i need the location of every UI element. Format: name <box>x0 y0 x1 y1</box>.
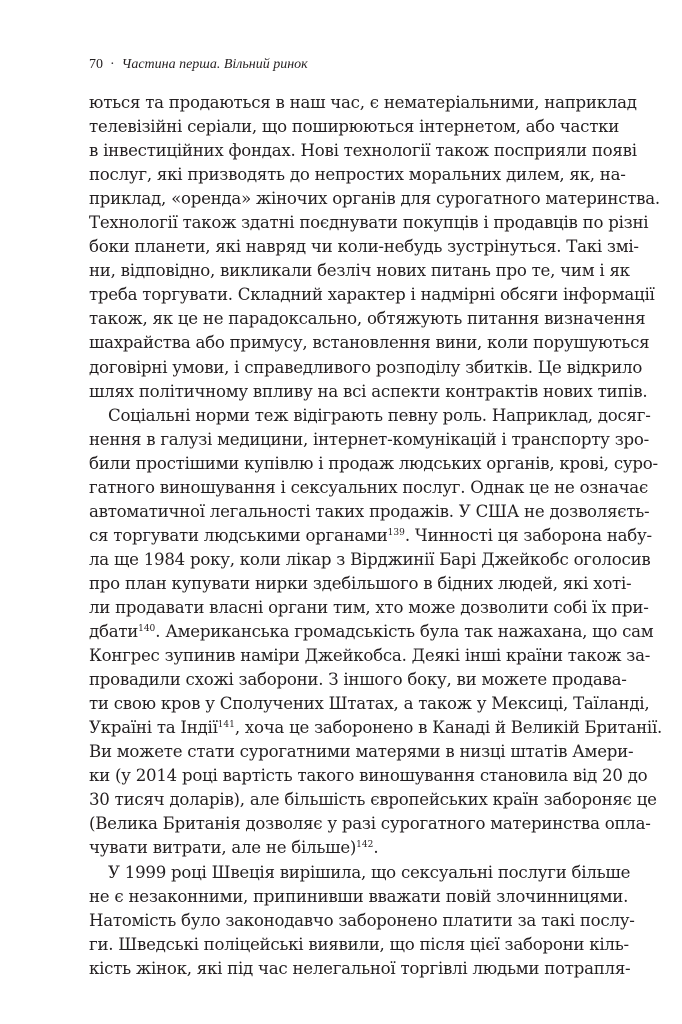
text-line: шлях політичному впливу на всі аспекти контрактів нових типів. <box>89 381 648 401</box>
section-title: Частина перша. Вільний ринок <box>121 57 308 72</box>
page-number: 70 <box>89 57 103 72</box>
text-line <box>89 836 595 860</box>
text-line: нення в галузі медицини, інтернет-комунікацій і транспорту зро- <box>89 429 649 449</box>
header-separator: · <box>110 57 115 72</box>
footnote-ref: 142 <box>356 840 374 851</box>
text-line: (Велика Британія дозволяє у разі сурогатного материнства опла- <box>89 814 651 834</box>
text-line: ються та продаються в наш час, є нематеріальними, наприклад <box>89 93 637 112</box>
text-line: били простішими купівлю і продаж людських органів, крові, суро- <box>89 453 658 473</box>
text-line: шахрайства або примусу, встановлення вини, коли порушуються <box>89 333 650 353</box>
text-segment: дбати <box>89 622 139 642</box>
text-line: ти свою кров у Сполучених Штатах, а також у Мексиці, Таїланді, <box>89 694 650 714</box>
text-segment: , хоча це заборонено в Канаді й Великій Британії. <box>234 718 663 738</box>
text-line: ла ще 1984 року, коли лікар з Вірджинії Барі Джейкобс оголосив <box>89 549 651 569</box>
text-line: ни, відповідно, викликали безліч нових питань про те, чим і як <box>89 261 630 281</box>
text-segment: . Американська громадськість була так нажахана, що сам <box>155 622 654 642</box>
text-line: У 1999 році Швеція вирішила, що сексуальні послуги більше <box>108 862 631 882</box>
text-line: не є незаконними, припинивши вважати повій злочинницями. <box>89 886 629 906</box>
text-line: в інвестиційних фондах. Нові технології також посприяли появі <box>89 141 637 161</box>
text-line: про план купувати нирки здебільшого в бідних людей, які хоті- <box>89 573 632 593</box>
footnote-ref: 141 <box>217 720 235 731</box>
page-body-text <box>89 91 663 981</box>
text-line: треба торгувати. Складний характер і надмірні обсяги інформації <box>89 285 655 305</box>
text-line: Конгрес зупинив наміри Джейкобса. Деякі інші країни також за- <box>89 646 651 666</box>
text-line: кість жінок, які під час нелегальної торгівлі людьми потрапля- <box>89 958 631 978</box>
text-segment: чувати витрати, але не більше) <box>89 838 357 858</box>
text-segment: . <box>373 838 379 858</box>
text-line <box>89 716 663 740</box>
text-line: Натомість було законодавчо заборонено платити за такі послу- <box>89 910 635 930</box>
text-line: телевізійні серіали, що поширюються інтернетом, або частки <box>89 117 620 137</box>
text-line: боки планети, які навряд чи коли-небудь зустрінуться. Такі змі- <box>89 237 639 257</box>
text-line: приклад, «оренда» жіночих органів для сурогатного материнства. <box>89 189 660 209</box>
text-line: договірні умови, і справедливого розподілу збитків. Це відкрило <box>89 357 643 377</box>
text-line: гатного виношування і сексуальних послуг. Однак це не означає <box>89 477 648 497</box>
text-segment: . Чинності ця заборона набу- <box>404 525 652 545</box>
text-line: послуг, які призводять до непростих моральних дилем, як, на- <box>89 165 626 185</box>
text-line: автоматичної легальності таких продажів. У США не дозволяєть- <box>89 501 650 521</box>
text-line <box>89 620 654 644</box>
text-line: ки (у 2014 році вартість такого виношування становила від 20 до <box>89 766 648 786</box>
text-line <box>89 524 652 548</box>
text-line: Соціальні норми теж відіграють певну роль. Наприклад, досяг- <box>108 405 651 425</box>
text-line: 30 тисяч доларів), але більшість європейських країн забороняє це <box>89 790 657 810</box>
text-line: також, як це не парадоксально, обтяжують питання визначення <box>89 309 646 329</box>
text-line: Технології також здатні поєднувати покупців і продавців по різні <box>89 213 649 233</box>
text-line: ли продавати власні органи тим, хто може дозволити собі їх при- <box>89 597 649 617</box>
footnote-ref: 140 <box>138 624 156 635</box>
text-line: ги. Шведські поліцейські виявили, що після цієї заборони кіль- <box>89 934 629 954</box>
footnote-ref: 139 <box>387 527 405 538</box>
text-segment: ся торгувати людськими органами <box>89 525 388 545</box>
text-segment: Україні та Індії <box>89 718 218 738</box>
text-line: провадили схожі заборони. З іншого боку, ви можете продава- <box>89 670 627 690</box>
text-line: Ви можете стати сурогатними матерями в низці штатів Амери- <box>89 742 634 762</box>
running-head <box>89 56 308 74</box>
